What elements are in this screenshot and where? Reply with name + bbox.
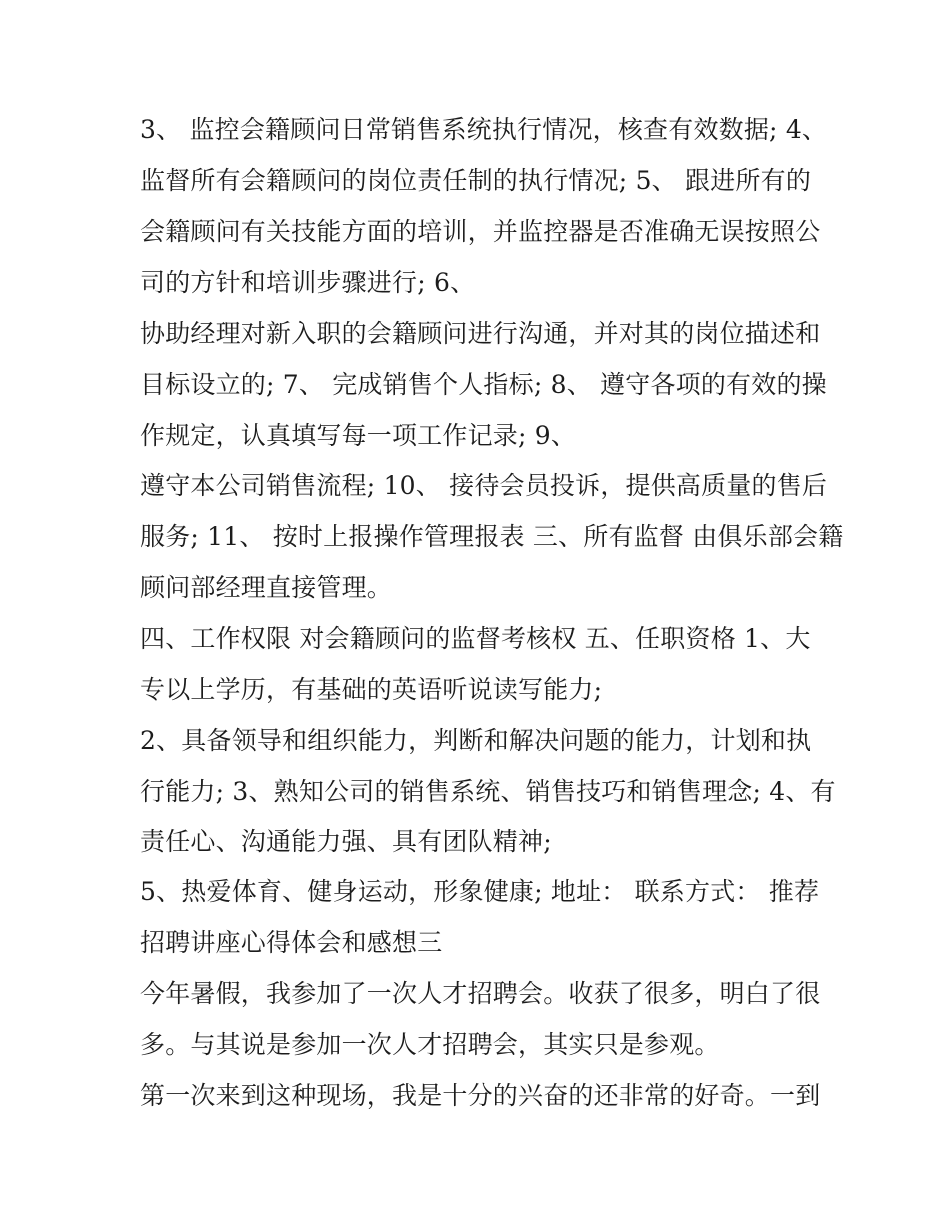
text-line: 司的方针和培训步骤进行; 6、 <box>140 268 476 297</box>
text-line: 行能力; 3、熟知公司的销售系统、销售技巧和销售理念; 4、有 <box>140 777 836 806</box>
text-line: 会籍顾问有关技能方面的培训，并监控器是否准确无误按照公 <box>140 217 821 246</box>
text-line: 2、具备领导和组织能力，判断和解决问题的能力，计划和执 <box>140 726 812 755</box>
text-line: 四、工作权限 对会籍顾问的监督考核权 五、任职资格 1、大 <box>140 624 811 653</box>
text-line: 监督所有会籍顾问的岗位责任制的执行情况; 5、 跟进所有的 <box>140 166 812 195</box>
text-line: 遵守本公司销售流程; 10、 接待会员投诉，提供高质量的售后 <box>140 471 828 500</box>
text-line: 第一次来到这种现场，我是十分的兴奋的还非常的好奇。一到 <box>140 1081 821 1110</box>
text-line: 协助经理对新入职的会籍顾问进行沟通，并对其的岗位描述和 <box>140 319 821 348</box>
text-line: 3、 监控会籍顾问日常销售系统执行情况，核查有效数据; 4、 <box>140 115 828 144</box>
text-line: 顾问部经理直接管理。 <box>140 573 393 602</box>
text-line: 多。与其说是参加一次人才招聘会，其实只是参观。 <box>140 1030 720 1059</box>
text-line: 目标设立的; 7、 完成销售个人指标; 8、 遵守各项的有效的操 <box>140 370 827 399</box>
text-line: 招聘讲座心得体会和感想三 <box>140 928 443 957</box>
text-line: 今年暑假，我参加了一次人才招聘会。收获了很多，明白了很 <box>140 979 821 1008</box>
text-line: 作规定，认真填写每一项工作记录; 9、 <box>140 421 577 450</box>
text-line: 5、热爱体育、健身运动，形象健康; 地址： 联系方式： 推荐 <box>140 877 820 906</box>
text-line: 专以上学历，有基础的英语听说读写能力; <box>140 675 603 704</box>
text-line: 责任心、沟通能力强、具有团队精神; <box>140 827 552 856</box>
text-line: 服务; 11、 按时上报操作管理报表 三、所有监督 由俱乐部会籍 <box>140 522 844 551</box>
